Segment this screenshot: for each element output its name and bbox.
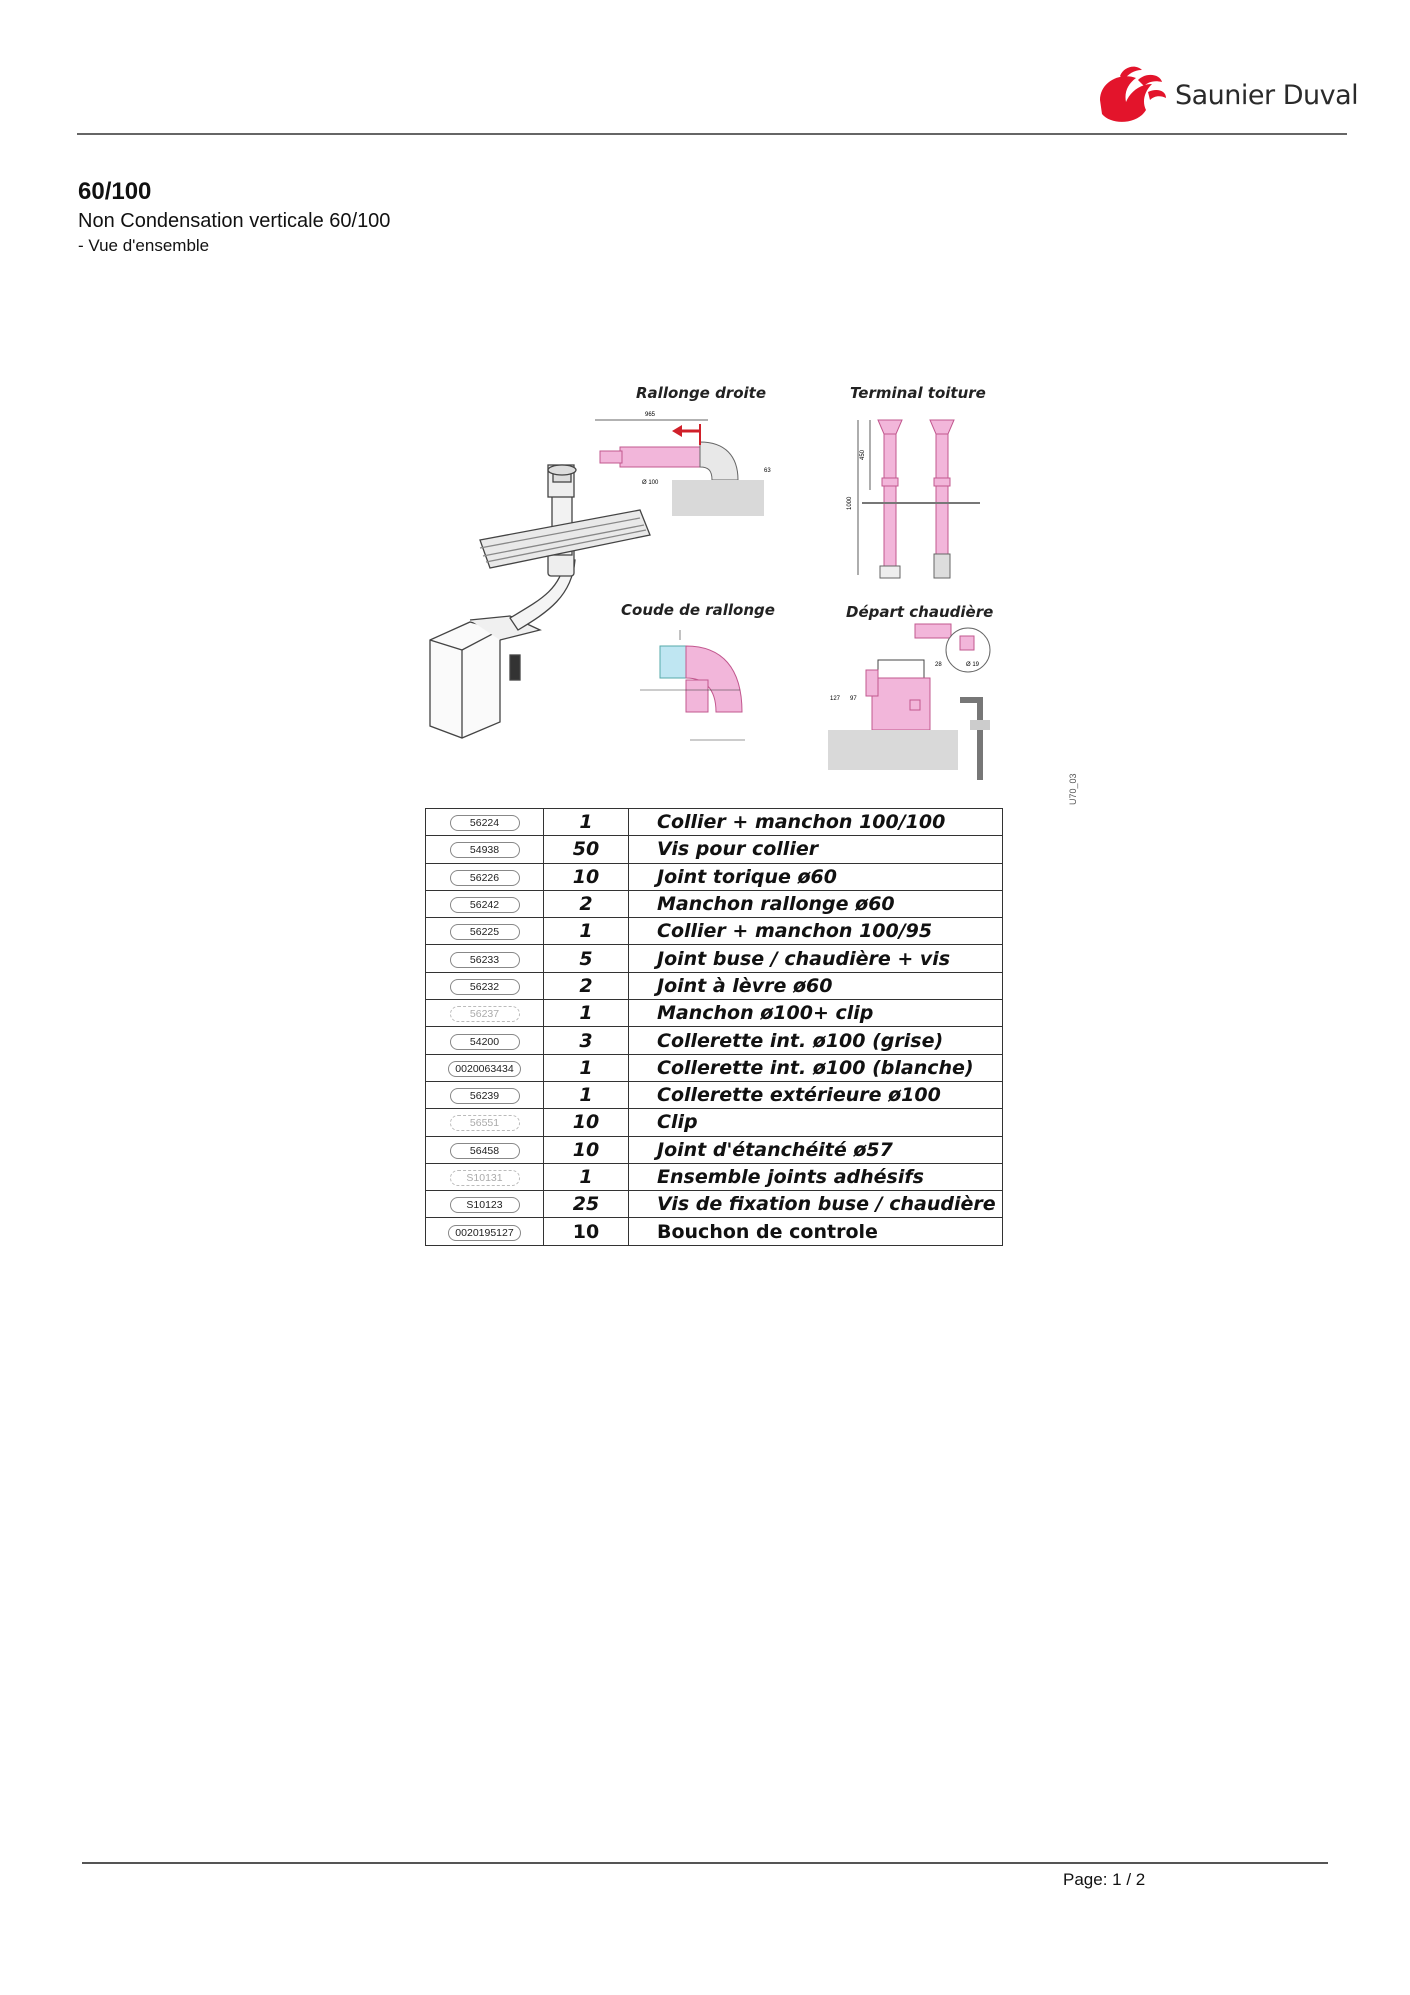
table-row	[426, 1081, 1003, 1108]
part-code-cell	[426, 1163, 544, 1190]
table-row	[426, 836, 1003, 863]
footer-rule	[82, 1862, 1328, 1864]
table-row	[426, 918, 1003, 945]
part-code: 54938	[450, 842, 520, 858]
part-code: 0020195127	[448, 1225, 520, 1241]
part-qty: 1	[544, 1000, 629, 1027]
dim-965: 965	[644, 412, 656, 418]
part-code: 56239	[450, 1088, 520, 1104]
rallonge-drawing	[595, 412, 771, 516]
part-code-cell	[426, 1109, 544, 1136]
part-code: 0020063434	[448, 1061, 520, 1077]
part-description: Joint d'étanchéité ø57	[629, 1136, 1003, 1163]
part-qty: 5	[544, 945, 629, 972]
table-row	[426, 1218, 1003, 1245]
part-code-cell	[426, 1081, 544, 1108]
table-row	[426, 863, 1003, 890]
dim-1000: 1000	[847, 496, 853, 510]
part-code-cell	[426, 1000, 544, 1027]
part-code-cell	[426, 972, 544, 999]
page-title: 60/100	[78, 178, 152, 205]
part-code-cell	[426, 945, 544, 972]
parts-table-body	[426, 809, 1003, 1246]
part-code-cell	[426, 1027, 544, 1054]
part-description: Vis de fixation buse / chaudière	[629, 1191, 1003, 1218]
parts-table	[425, 808, 1003, 1246]
part-code: 56551	[450, 1115, 520, 1131]
part-code: 56226	[450, 870, 520, 886]
part-description: Joint torique ø60	[629, 863, 1003, 890]
part-description: Bouchon de controle	[629, 1218, 1003, 1245]
figure-label-terminal: Terminal toiture	[850, 384, 986, 402]
figure-label-rallonge: Rallonge droite	[636, 384, 766, 402]
part-qty: 1	[544, 1081, 629, 1108]
part-code-cell	[426, 1218, 544, 1245]
part-description: Joint buse / chaudière + vis	[629, 945, 1003, 972]
part-code: 56232	[450, 979, 520, 995]
drawing-code: U70_03	[1068, 773, 1078, 805]
table-row	[426, 945, 1003, 972]
part-qty: 1	[544, 1054, 629, 1081]
part-qty: 2	[544, 972, 629, 999]
installation-diagram	[410, 370, 1040, 790]
part-code: 56224	[450, 815, 520, 831]
table-row	[426, 1027, 1003, 1054]
part-description: Manchon rallonge ø60	[629, 890, 1003, 917]
header-rule	[77, 133, 1347, 135]
table-row	[426, 890, 1003, 917]
part-code: S10123	[450, 1197, 520, 1213]
part-code-cell	[426, 836, 544, 863]
page-subtitle: Non Condensation verticale 60/100	[78, 210, 391, 232]
part-qty: 50	[544, 836, 629, 863]
dim-450: 450	[860, 449, 866, 460]
part-code-cell	[426, 1136, 544, 1163]
part-description: Collerette int. ø100 (blanche)	[629, 1054, 1003, 1081]
overview-drawing	[430, 465, 650, 738]
part-description: Joint à lèvre ø60	[629, 972, 1003, 999]
part-code: 56458	[450, 1143, 520, 1159]
part-code: 56225	[450, 924, 520, 940]
part-qty: 10	[544, 863, 629, 890]
part-qty: 25	[544, 1191, 629, 1218]
dim-97: 97	[850, 696, 857, 702]
dim-127: 127	[830, 696, 841, 702]
coude-drawing	[640, 630, 745, 740]
part-code: 56233	[450, 952, 520, 968]
part-code: 54200	[450, 1034, 520, 1050]
dim-28: 28	[935, 662, 942, 668]
part-code-cell	[426, 1054, 544, 1081]
part-qty: 10	[544, 1109, 629, 1136]
part-qty: 3	[544, 1027, 629, 1054]
table-row	[426, 1054, 1003, 1081]
part-description: Manchon ø100+ clip	[629, 1000, 1003, 1027]
section-label: - Vue d'ensemble	[78, 236, 210, 255]
dim-d100: Ø 100	[642, 480, 659, 486]
dim-63: 63	[764, 468, 771, 474]
part-qty: 2	[544, 890, 629, 917]
part-code: S10131	[450, 1170, 520, 1186]
table-row	[426, 809, 1003, 836]
brand-name: Saunier Duval	[1175, 80, 1359, 111]
table-row	[426, 1109, 1003, 1136]
part-description: Collerette extérieure ø100	[629, 1081, 1003, 1108]
part-code-cell	[426, 1191, 544, 1218]
part-description: Ensemble joints adhésifs	[629, 1163, 1003, 1190]
part-description: Collier + manchon 100/100	[629, 809, 1003, 836]
part-qty: 10	[544, 1136, 629, 1163]
table-row	[426, 1000, 1003, 1027]
part-code-cell	[426, 809, 544, 836]
figure-label-coude: Coude de rallonge	[621, 601, 775, 619]
dim-d19: Ø 19	[966, 662, 980, 668]
part-description: Vis pour collier	[629, 836, 1003, 863]
table-row	[426, 1163, 1003, 1190]
part-qty: 1	[544, 918, 629, 945]
part-code: 56242	[450, 897, 520, 913]
part-code: 56237	[450, 1006, 520, 1022]
part-description: Clip	[629, 1109, 1003, 1136]
part-code-cell	[426, 890, 544, 917]
table-row	[426, 1191, 1003, 1218]
part-qty: 1	[544, 809, 629, 836]
table-row	[426, 1136, 1003, 1163]
terminal-drawing	[847, 420, 980, 578]
part-qty: 1	[544, 1163, 629, 1190]
part-code-cell	[426, 918, 544, 945]
page-number: Page: 1 / 2	[1063, 1870, 1146, 1889]
part-description: Collier + manchon 100/95	[629, 918, 1003, 945]
part-code-cell	[426, 863, 544, 890]
depart-drawing	[828, 608, 990, 780]
part-qty: 10	[544, 1218, 629, 1245]
table-row	[426, 972, 1003, 999]
part-description: Collerette int. ø100 (grise)	[629, 1027, 1003, 1054]
figure-label-depart: Départ chaudière	[846, 603, 994, 621]
